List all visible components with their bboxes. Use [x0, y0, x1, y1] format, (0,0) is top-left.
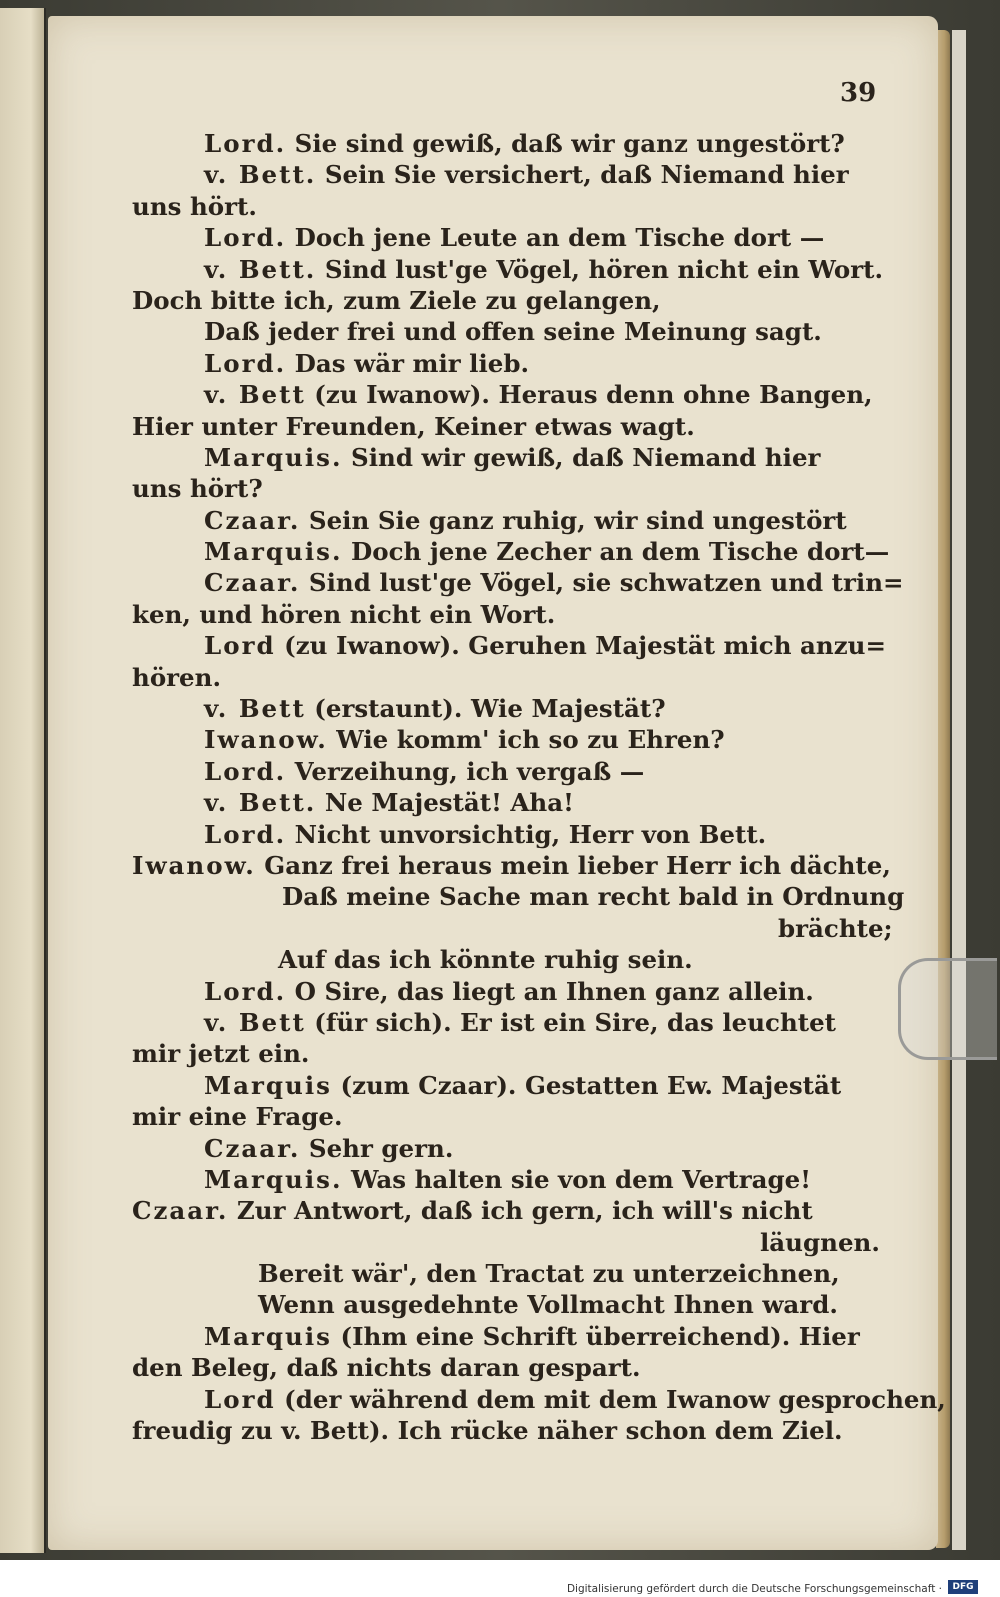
text-line — [132, 1038, 892, 1069]
speaker-name: Lord. — [204, 756, 287, 786]
line-text: ken, und hören nicht ein Wort. — [132, 599, 556, 629]
speaker-name: Czaar. — [132, 1196, 229, 1226]
line-text: Daß meine Sache man recht bald in Ordnung — [282, 882, 905, 912]
text-line — [132, 944, 892, 975]
text-line — [132, 881, 905, 912]
speaker-name: Lord. — [204, 819, 287, 849]
speaker-name: v. Bett. — [204, 254, 317, 284]
text-line — [132, 222, 892, 253]
text-line — [132, 505, 892, 536]
speaker-name: Lord. — [204, 223, 287, 253]
speaker-name: Lord. — [204, 348, 287, 378]
speaker-name: Czaar. — [204, 568, 301, 598]
line-text: Nicht unvorsichtig, Herr von Bett. — [286, 819, 767, 849]
speaker-name: Marquis — [204, 1070, 332, 1100]
speaker-name: v. Bett — [204, 380, 306, 410]
line-text: mir eine Frage. — [132, 1102, 343, 1132]
speaker-name: Iwanow. — [204, 725, 328, 755]
text-line — [132, 630, 892, 661]
speaker-name: Marquis — [204, 1321, 332, 1351]
text-line — [132, 1227, 892, 1258]
line-text: (für sich). Er ist ein Sire, das leuchtet — [305, 1007, 836, 1037]
line-text: (zu Iwanow). Geruhen Majestät mich anzu= — [275, 631, 886, 661]
text-line — [132, 159, 892, 190]
speaker-name: v. Bett — [204, 694, 306, 724]
line-text: Zur Antwort, daß ich gern, ich will's nicht — [228, 1196, 813, 1226]
line-text: Hier unter Freunden, Keiner etwas wagt. — [132, 411, 695, 441]
text-line — [132, 536, 892, 567]
line-text: Sein Sie versichert, daß Niemand hier — [316, 160, 849, 190]
text-line — [132, 191, 892, 222]
line-text: Wie komm' ich so zu Ehren? — [327, 725, 725, 755]
page-stack-edge — [936, 30, 950, 1548]
dfg-logo: DFG — [948, 1580, 978, 1594]
line-text: (der während dem mit dem Iwanow gesprochen, — [275, 1384, 946, 1414]
text-line — [132, 316, 892, 347]
speaker-name: Lord. — [204, 129, 287, 158]
line-text: Bereit wär', den Tractat zu unterzeichnen, — [258, 1259, 840, 1289]
text-line — [132, 254, 892, 285]
text-line — [132, 128, 892, 159]
facing-page-edge — [0, 8, 46, 1553]
line-text: uns hört. — [132, 191, 257, 221]
text-line — [132, 724, 892, 755]
text-line — [132, 1070, 892, 1101]
page-clip — [898, 958, 997, 1060]
line-text: Daß jeder frei und offen seine Meinung sagt. — [204, 317, 822, 347]
text-line — [132, 787, 892, 818]
page-number: 39 — [840, 78, 877, 108]
speaker-name: Czaar. — [204, 505, 301, 535]
speaker-name: Lord. — [204, 976, 287, 1006]
line-text: Was halten sie von dem Vertrage! — [342, 1164, 811, 1194]
line-text: Wenn ausgedehnte Vollmacht Ihnen ward. — [258, 1290, 838, 1320]
text-line — [132, 1101, 892, 1132]
text-line — [132, 819, 892, 850]
line-text: Auf das ich könnte ruhig sein. — [278, 945, 693, 975]
speaker-name: v. Bett. — [204, 788, 317, 818]
line-text: freudig zu v. Bett). Ich rücke näher schon dem Ziel. — [132, 1416, 843, 1446]
text-line — [132, 379, 892, 410]
line-text: Sind wir gewiß, daß Niemand hier — [342, 442, 821, 472]
funding-credit: Digitalisierung gefördert durch die Deutsche Forschungsgemeinschaft · — [566, 1583, 942, 1595]
text-line — [132, 348, 892, 379]
line-text: (erstaunt). Wie Majestät? — [305, 694, 666, 724]
text-line — [132, 1384, 946, 1415]
speaker-name: Czaar. — [204, 1133, 301, 1163]
speaker-name: Marquis. — [204, 537, 343, 567]
text-line — [132, 1258, 892, 1289]
line-text: Sind lust'ge Vögel, hören nicht ein Wort. — [316, 254, 884, 284]
text-line — [132, 1133, 892, 1164]
text-line — [132, 1415, 892, 1446]
speaker-name: v. Bett. — [204, 160, 317, 190]
line-text: Doch bitte ich, zum Ziele zu gelangen, — [132, 285, 661, 315]
text-line — [132, 1352, 892, 1383]
text-line — [132, 913, 892, 944]
text-line — [132, 1321, 892, 1352]
line-text: uns hört? — [132, 474, 263, 504]
line-text: Ganz frei heraus mein lieber Herr ich dächte, — [255, 850, 891, 880]
speaker-name: Lord — [204, 631, 276, 661]
text-line — [132, 756, 892, 787]
text-line — [132, 1195, 892, 1226]
text-line — [132, 473, 892, 504]
text-line — [132, 442, 892, 473]
text-line — [132, 411, 892, 442]
line-text: läugnen. — [760, 1227, 880, 1257]
text-line — [132, 1007, 892, 1038]
line-text: O Sire, das liegt an Ihnen ganz allein. — [286, 976, 814, 1006]
line-text: (Ihm eine Schrift überreichend). Hier — [331, 1321, 860, 1351]
text-line — [132, 662, 892, 693]
text-line — [132, 599, 892, 630]
speaker-name: Marquis. — [204, 1164, 343, 1194]
speaker-name: Lord — [204, 1384, 276, 1414]
text-line — [132, 285, 892, 316]
line-text: hören. — [132, 662, 221, 692]
line-text: Ne Majestät! Aha! — [316, 788, 574, 818]
line-text: Das wär mir lieb. — [286, 348, 530, 378]
speaker-name: Iwanow. — [132, 850, 256, 880]
line-text: Doch jene Leute an dem Tische dort — — [286, 223, 825, 253]
text-line — [132, 567, 904, 598]
line-text: Verzeihung, ich vergaß — — [286, 756, 645, 786]
scanner-board — [952, 30, 966, 1550]
page-text — [132, 128, 946, 1446]
line-text: den Beleg, daß nichts daran gespart. — [132, 1353, 641, 1383]
line-text: brächte; — [778, 913, 893, 943]
text-line — [132, 976, 892, 1007]
line-text: mir jetzt ein. — [132, 1039, 310, 1069]
speaker-name: Marquis. — [204, 442, 343, 472]
text-line — [132, 693, 892, 724]
line-text: (zum Czaar). Gestatten Ew. Majestät — [331, 1070, 842, 1100]
text-line — [132, 1289, 892, 1320]
line-text: Sehr gern. — [300, 1133, 454, 1163]
line-text: Sind lust'ge Vögel, sie schwatzen und trin= — [300, 568, 904, 598]
line-text: (zu Iwanow). Heraus denn ohne Bangen, — [305, 380, 873, 410]
line-text: Sein Sie ganz ruhig, wir sind ungestört — [300, 505, 847, 535]
text-line — [132, 1164, 892, 1195]
text-line — [132, 850, 892, 881]
line-text: Sie sind gewiß, daß wir ganz ungestört? — [286, 129, 845, 158]
speaker-name: v. Bett — [204, 1007, 306, 1037]
line-text: Doch jene Zecher an dem Tische dort— — [342, 537, 890, 567]
